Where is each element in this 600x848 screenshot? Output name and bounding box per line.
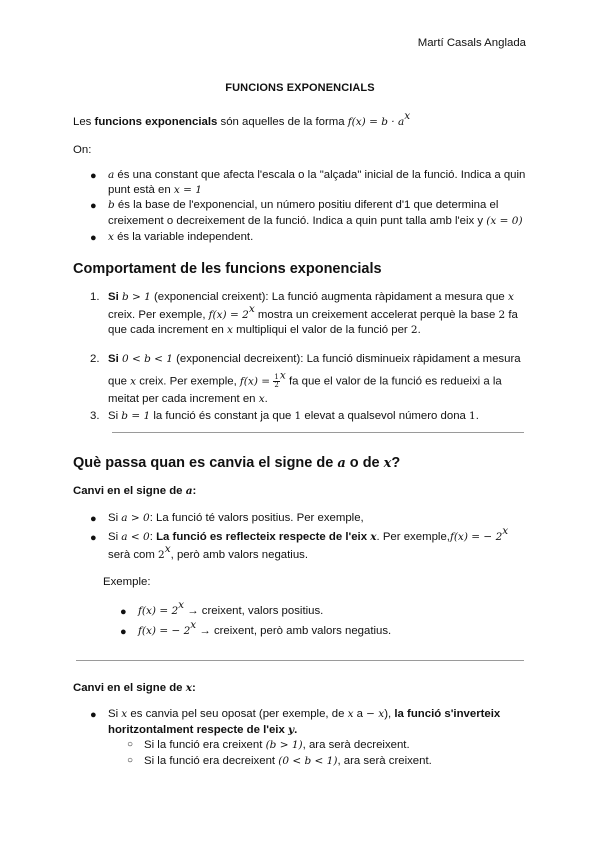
bullet-icon: ● (120, 626, 127, 638)
list-item-continuation: serà com 2$^x$, però amb valors negatius. (108, 543, 309, 561)
section-heading-behaviour: Comportament de les funcions exponencials (73, 261, 382, 277)
section-heading-sign-change: Què passa quan es canvia el signe de a o de x? (73, 455, 401, 471)
bullet-icon: ● (90, 513, 97, 525)
list-item: b és la base de l'exponencial, un número positiu diferent d'1 que determina el (108, 199, 499, 211)
subheading-sign-a: Canvi en el signe de a: (73, 485, 197, 497)
page-title: FUNCIONS EXPONENCIALS (225, 82, 375, 94)
on-label: On: (73, 144, 92, 156)
list-item-continuation: que cada increment en x multipliqui el valor de la funció per 2. (108, 324, 421, 336)
divider (76, 660, 524, 661)
list-item-continuation: punt està en x = 1 (108, 184, 202, 196)
circle-bullet-icon: ○ (127, 739, 134, 750)
list-item: Si b > 1 (exponencial creixent): La funció augmenta ràpidament a mesura que x (108, 291, 514, 303)
bullet-icon: ● (90, 532, 97, 544)
bullet-icon: ● (120, 606, 127, 618)
circle-bullet-icon: ○ (127, 755, 134, 766)
divider (112, 432, 524, 433)
list-item: x és la variable independent. (108, 231, 254, 243)
list-number: 2. (90, 353, 100, 365)
bullet-icon: ● (90, 200, 97, 212)
list-item: Si a < 0: La funció es reflecteix respecte de l'eix x. Per exemple,f(x) = − $2^x$ (108, 525, 509, 543)
author-name: Martí Casals Anglada (417, 37, 526, 49)
list-item: Si b = 1 la funció és constant ja que 1 elevat a qualsevol número dona 1. (108, 410, 479, 422)
list-item-continuation: creixement o decreixement de la funció. Indica a quin punt talla amb l'eix y (x = 0) (108, 215, 523, 227)
list-item: Si x es canvia pel seu oposat (per exemple, de x a − x), la funció s'inverteix (108, 708, 501, 720)
list-item: Si a > 0: La funció té valors positius. Per exemple, (108, 512, 364, 524)
bullet-icon: ● (90, 170, 97, 182)
list-item-continuation: creix. Per exemple, $f(x) = 2^x$ mostra un creixement accelerat perquè la base 2 fa (108, 303, 518, 321)
example-item: f(x) = − $2^x$ → creixent, però amb valors negatius. (138, 619, 392, 637)
intro-paragraph: Les funcions exponencials són aquelles de la forma $f(x) = b \cdot a^x$ (73, 110, 411, 128)
list-number: 3. (90, 410, 100, 422)
example-item: $f(x) = 2^x$ → creixent, valors positius. (138, 599, 324, 617)
list-item: a és una constant que afecta l'escala o la "alçada" inicial de la funció. Indica a quin (108, 169, 526, 181)
subheading-sign-x: Canvi en el signe de x: (73, 682, 196, 694)
list-item-continuation: horitzontalment respecte de l'eix y. (108, 724, 298, 736)
sub-list-item: Si la funció era decreixent (0 < b < 1), ara serà creixent. (144, 755, 432, 767)
list-number: 1. (90, 291, 100, 303)
list-item-continuation: que x creix. Per exemple, f(x) = $\frac{1}{2}$ $^x$ fa que el valor de la funció es redueixi a la (108, 369, 502, 389)
example-label: Exemple: (103, 576, 151, 588)
bullet-icon: ● (90, 709, 97, 721)
list-item: Si 0 < b < 1 (exponencial decreixent): La funció disminueix ràpidament a mesura (108, 353, 521, 365)
sub-list-item: Si la funció era creixent (b > 1), ara serà decreixent. (144, 739, 410, 751)
list-item-continuation: meitat per cada increment en x. (108, 393, 268, 405)
fraction: $\frac{1}{2}$ (274, 373, 279, 389)
bullet-icon: ● (90, 232, 97, 244)
